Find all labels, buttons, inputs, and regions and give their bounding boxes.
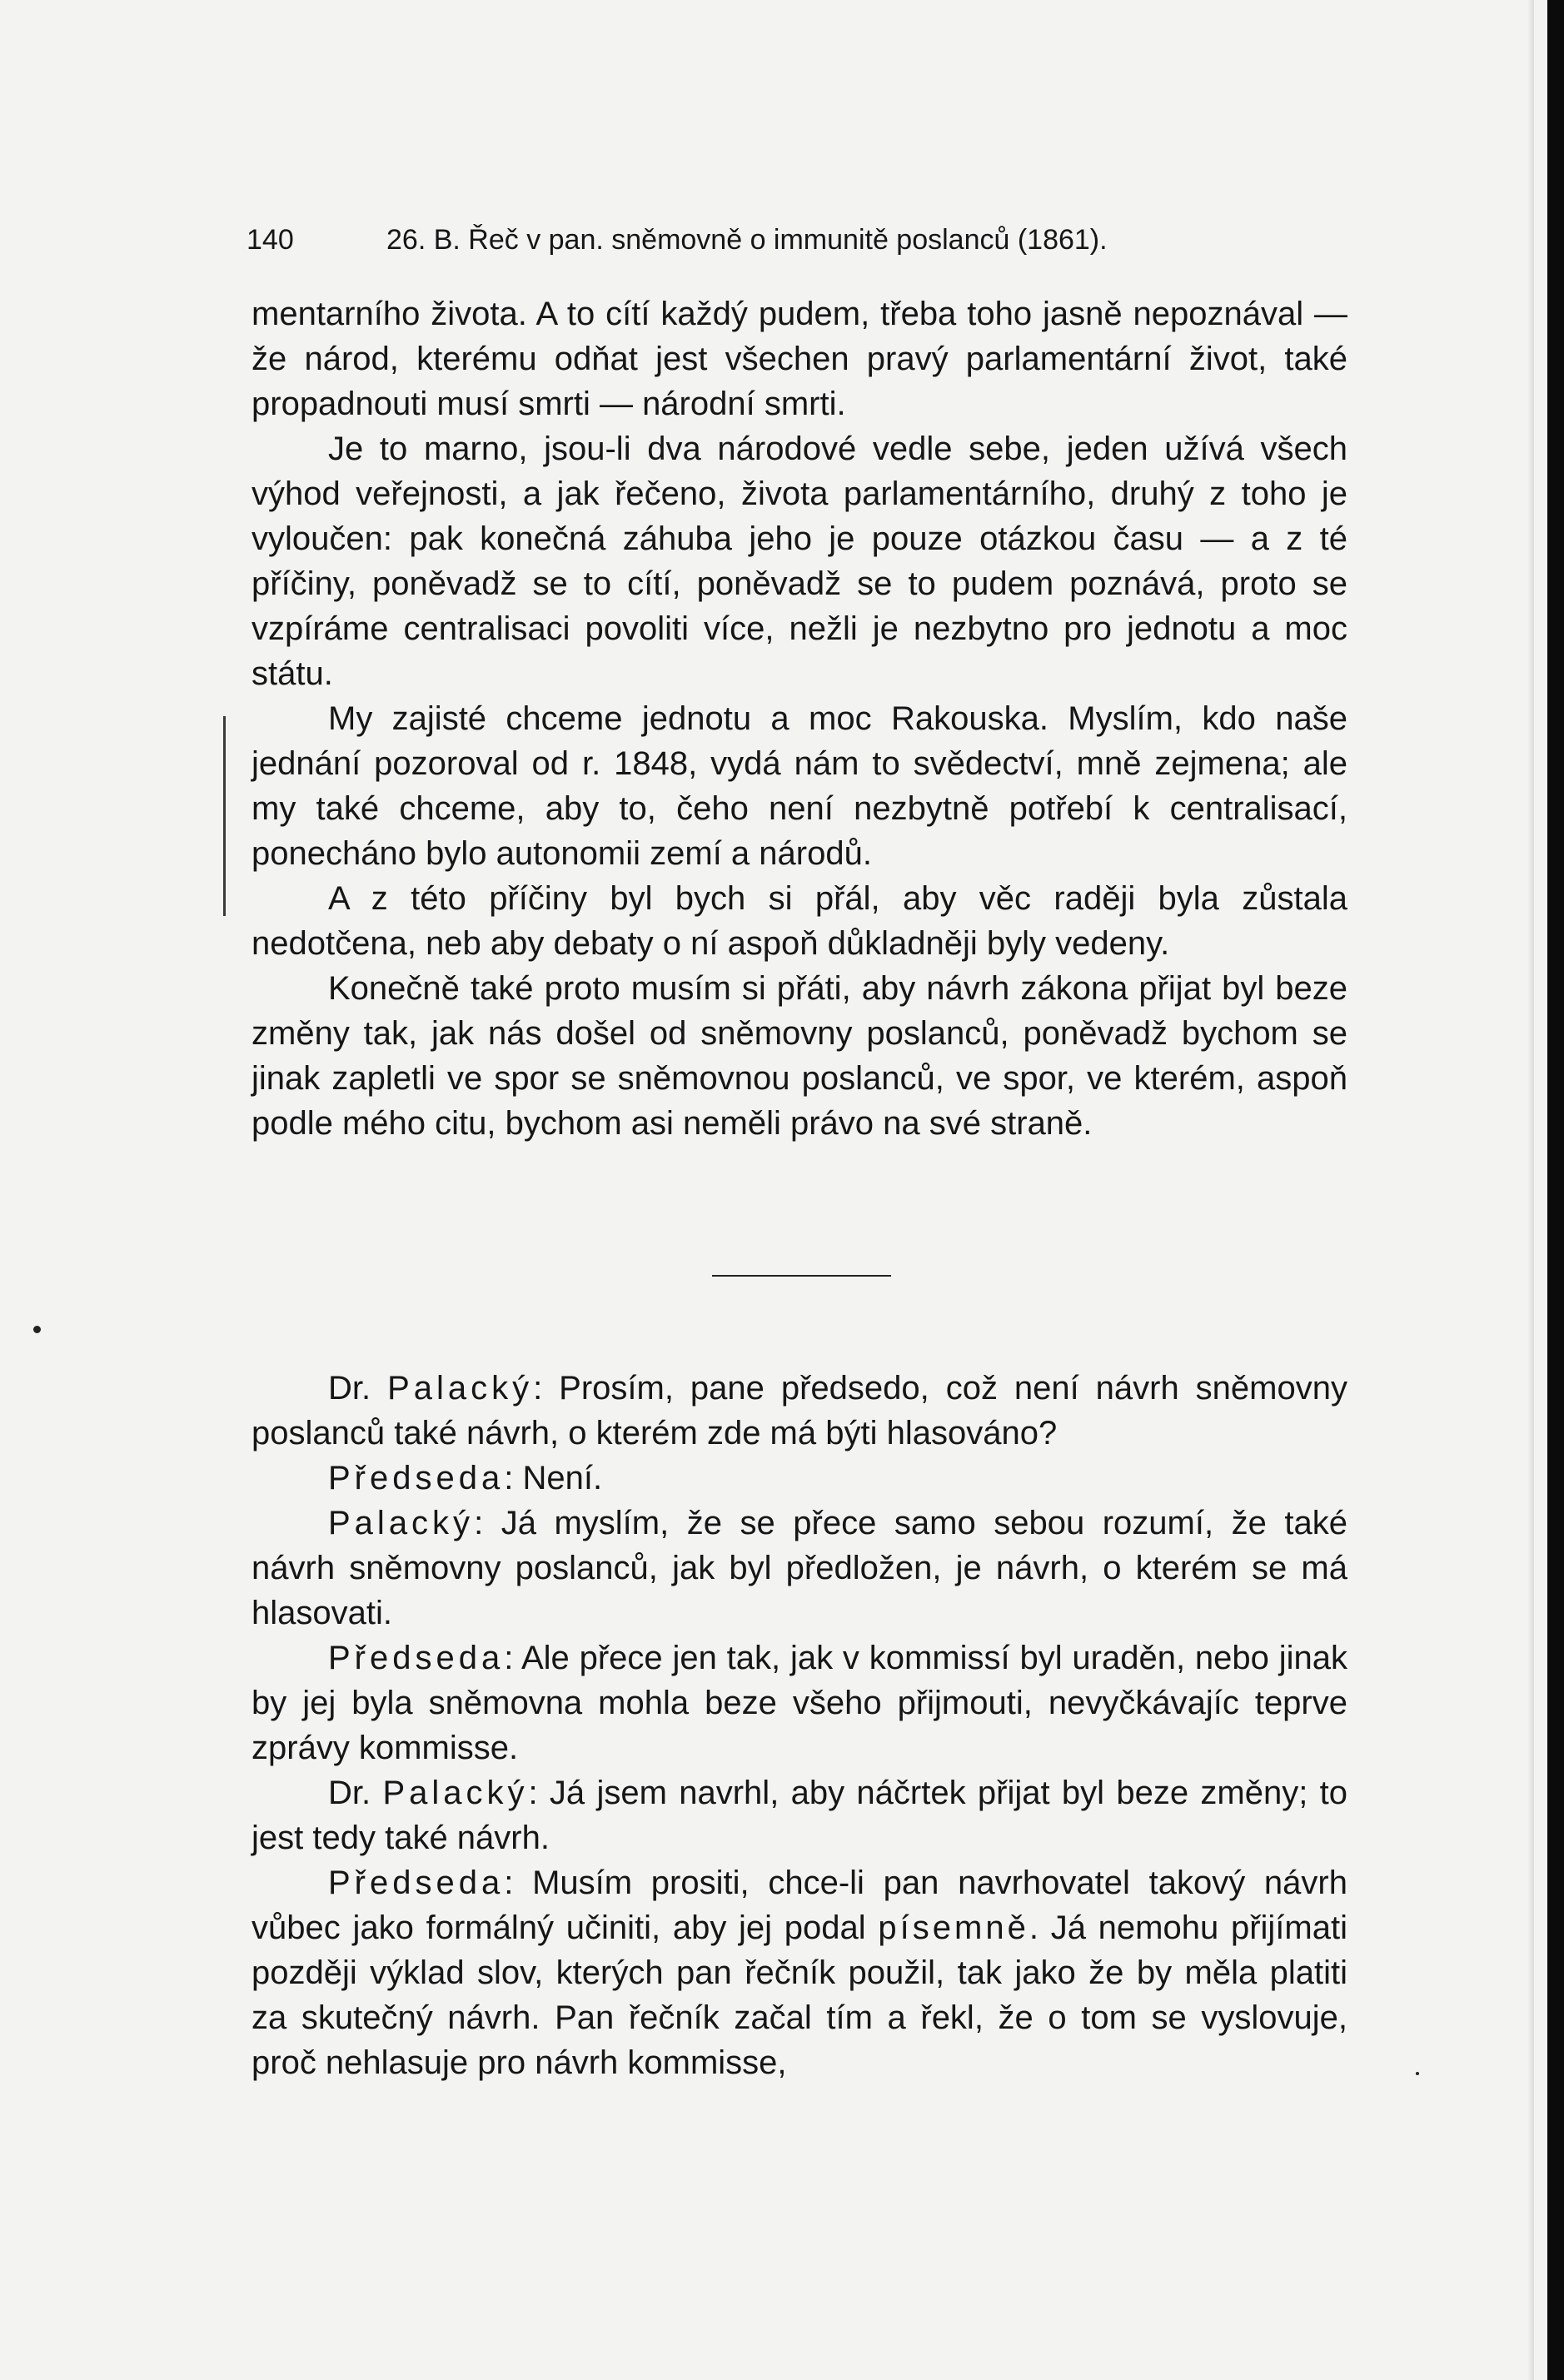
dialogue-entry [252, 1366, 1347, 1456]
speaker-title: Dr. [328, 1370, 388, 1407]
paragraph: mentarního života. A to cítí každý pudem, třeba toho jasně nepoznával — že národ, kterému odňat jest všechen pravý parlamentární život, také propadnouti musí smrti — národní smrti. [252, 296, 1347, 422]
running-title: 26. B. Řeč v pan. sněmovně o immunitě poslanců (1861). [386, 224, 1108, 256]
dialogue-entry [252, 1456, 1347, 1501]
margin-mark [223, 716, 226, 916]
section-dialogue [252, 1366, 1347, 2085]
dialogue-entry [252, 1501, 1347, 1636]
page-edge [1527, 0, 1534, 2380]
emphasized-word: písemně [878, 1909, 1029, 1946]
margin-dot [1416, 2072, 1419, 2075]
speaker-name: Palacký [382, 1775, 529, 1811]
dialogue-entry [252, 1636, 1347, 1770]
margin-dot [33, 1326, 41, 1333]
paragraph: Konečně také proto musím si přáti, aby návrh zákona přijat byl beze změny tak, jak nás došel od sněmovny poslanců, poněvadž bychom se jinak zapletli ve spor se sněmovnou poslanců, ve spor, ve kterém, aspoň podle mého citu, bychom asi neměli právo na své straně. [252, 970, 1347, 1142]
speaker-name: Palacký [387, 1370, 534, 1407]
dialogue-entry [252, 1860, 1347, 2085]
paragraph: A z této příčiny byl bych si přál, aby věc raději byla zůstala nedotčena, neb aby debaty o ní aspoň důkladněji byly vedeny. [252, 880, 1347, 962]
dialogue-text: : Já myslím, že se přece samo sebou rozumí, že také návrh sněmovny poslanců, jak byl předložen, je návrh, o kterém se má hlasovati. [252, 1505, 1347, 1631]
dialogue-text: : Já jsem navrhl, aby náčrtek přijat byl beze změny; to jest tedy také návrh. [252, 1775, 1347, 1856]
dialogue-text: : Ale přece jen tak, jak v kommissí byl uraděn, nebo jinak by jej byla sněmovna mohla beze všeho přijmouti, nevyčkávajíc teprve zprávy kommisse. [252, 1640, 1347, 1766]
dialogue-entry [252, 1770, 1347, 1860]
section-divider [712, 1275, 891, 1277]
speaker-name: Předseda [328, 1640, 505, 1676]
paragraph: Je to marno, jsou-li dva národové vedle sebe, jeden užívá všech výhod veřejnosti, a jak řečeno, života parlamentárního, druhý z toho je vyloučen: pak konečná záhuba jeho je pouze otázkou času — a z té příčiny, poněvadž se to cítí, poněvadž se to pudem poznává, proto se vzpíráme centralisaci povoliti více, nežli je nezbytno pro jednotu a moc státu. [252, 431, 1347, 692]
dialogue-text: : Musím prositi, chce-li pan navrhovatel takový návrh vůbec jako formálný učiniti, aby jej podal [252, 1865, 1347, 1946]
paragraph: My zajisté chceme jednotu a moc Rakouska. Myslím, kdo naše jednání pozoroval od r. 1848, vydá nám to svědectví, mně zejmena; ale my také chceme, aby to, čeho není nezbytně potřebí k centralisací, ponecháno bylo autonomii zemí a národů. [252, 700, 1347, 872]
dialogue-text: . Já nemohu přijímati později výklad slov, kterých pan řečník použil, tak jako že by měla platiti za skutečný návrh. Pan řečník začal tím a řekl, že o tom se vyslovuje, proč nehlasuje pro návrh kommisse, [252, 1909, 1347, 2081]
section-speech [252, 291, 1347, 1146]
speaker-title: Dr. [328, 1775, 383, 1811]
speaker-name: Předseda [328, 1865, 505, 1901]
dialogue-text: : Není. [504, 1460, 603, 1496]
page-number: 140 [247, 224, 294, 256]
speaker-name: Palacký [328, 1505, 475, 1541]
dialogue-text: : Prosím, pane předsedo, což není návrh sněmovny poslanců také návrh, o kterém zde má býti hlasováno? [252, 1370, 1347, 1451]
speaker-name: Předseda [328, 1460, 505, 1496]
page-header [247, 222, 1331, 258]
